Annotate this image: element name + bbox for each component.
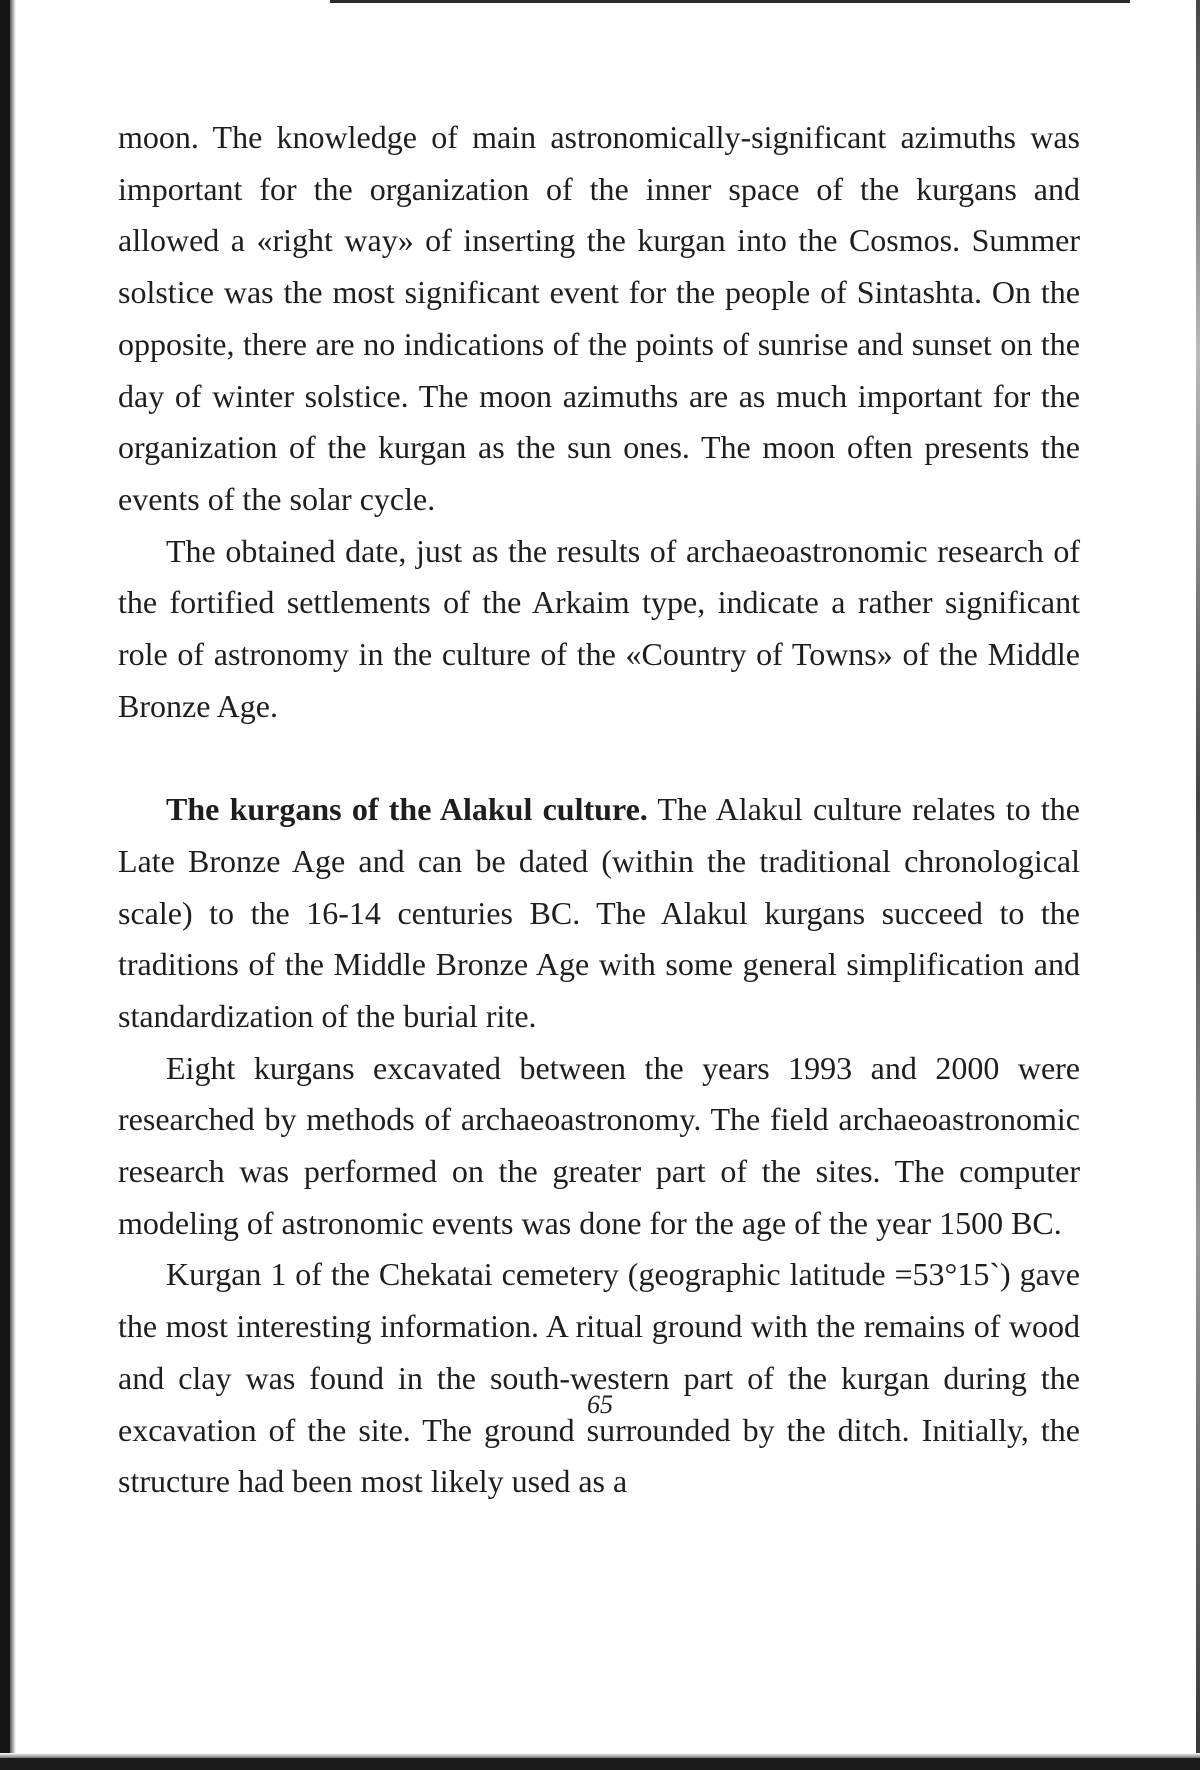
scan-edge-left — [0, 0, 10, 1770]
paragraph-eight-kurgans: Eight kurgans excavated between the years 1993 and 2000 were researched by methods of archaeoastronomy. The field archaeoastronomic research was performed on the greater part of the sites. The computer modeling of astronomic events was done for the age of the year 1500 BC. — [118, 1049, 1080, 1241]
paragraph-kurgan-1-chekatai: Kurgan 1 of the Chekatai cemetery (geographic latitude =53°15`) gave the most interesting information. A ritual ground with the remains of wood and clay was found in the south-western part of the kurgan during the excavation of the site. The ground surrounded by the ditch. Initially, the structure had been most likely used as a — [118, 1256, 1080, 1500]
scan-edge-right — [1196, 0, 1200, 1770]
scan-edge-top — [330, 0, 1130, 3]
scan-edge-left-shadow — [10, 0, 16, 1770]
section-run-in-heading: The kurgans of the Alakul culture. — [166, 791, 648, 828]
paragraph-obtained-date: The obtained date, just as the results of archaeoastronomic research of the fortified settlements of the Arkaim type, indicate a rather significant role of astronomy in the culture of the «Country of Towns» of the Middle Bronze Age. — [118, 532, 1080, 724]
paragraph-continuation: moon. The knowledge of main astronomically-significant azimuths was important for the organization of the inner space of the kurgans and allowed a «right way» of inserting the kurgan into the Cosmos. Summer solstice was the most significant event for the people of Sintashta. On the opposite, there are no indications of the points of sunrise and sunset on the day of winter solstice. The moon azimuths are as much important for the organization of the kurgan as the sun ones. The moon often presents the events of the solar cycle. — [118, 119, 1080, 517]
page-body-text — [118, 112, 1080, 1508]
paragraph-alakul-culture-text: The Alakul culture relates to the Late Bronze Age and can be dated (within the traditional chronological scale) to the 16-14 centuries BC. The Alakul kurgans succeed to the traditions of the Middle Bronze Age with some general simplification and standardization of the burial rite. — [118, 791, 1080, 1034]
scan-edge-bottom — [0, 1758, 1200, 1770]
paragraph-alakul-culture — [118, 784, 1080, 1043]
page-number: 65 — [587, 1390, 613, 1419]
